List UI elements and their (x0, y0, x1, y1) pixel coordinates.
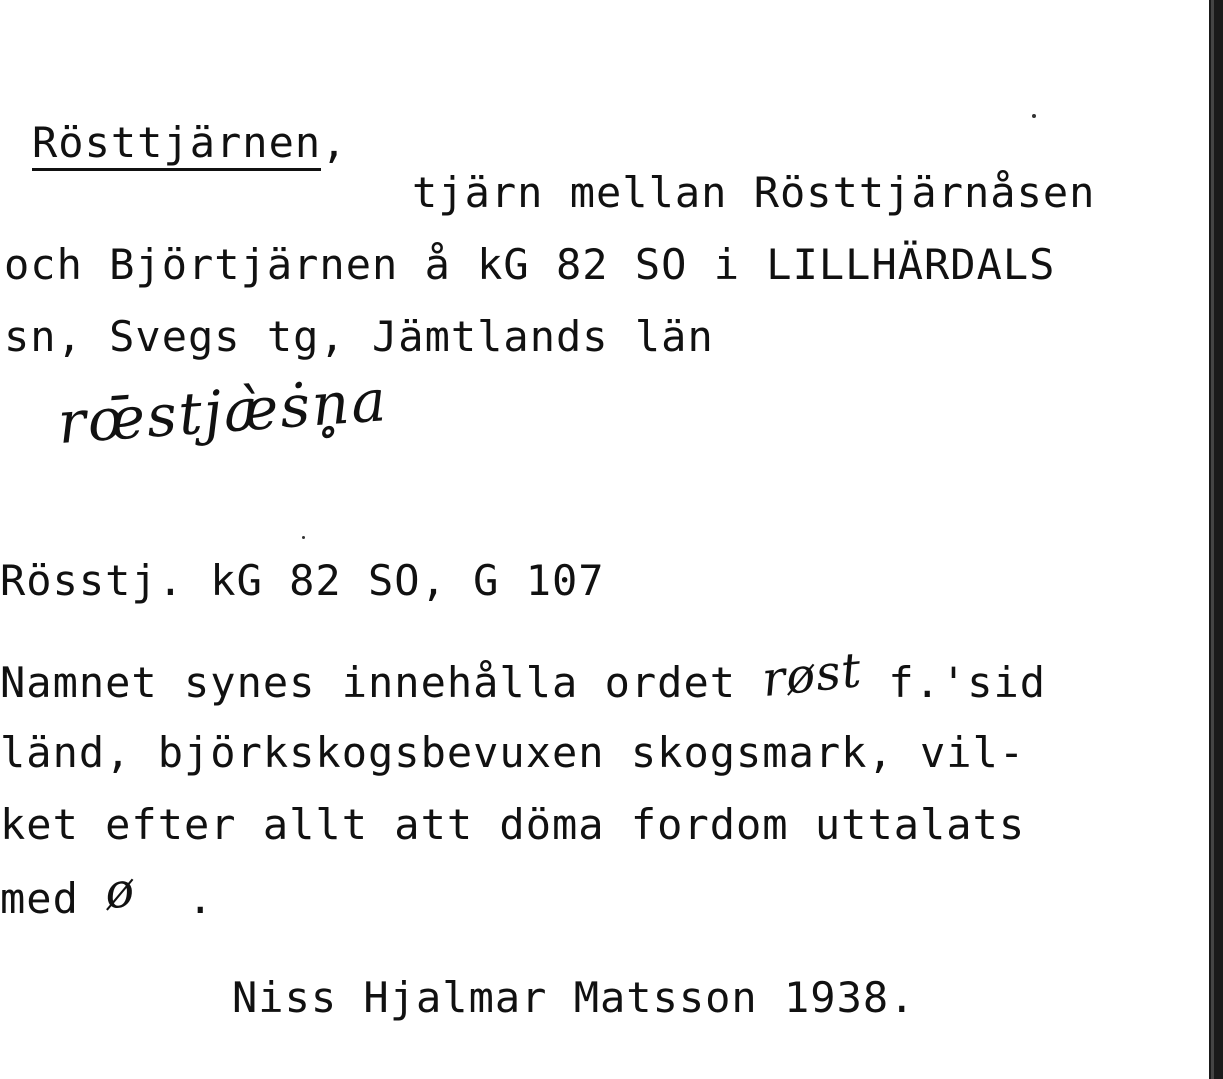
scan-speck (302, 536, 305, 539)
description-line-3: sn, Svegs tg, Jämtlands län (4, 312, 714, 361)
note-line-4 (0, 861, 214, 924)
note-line-4-tail: . (135, 874, 214, 923)
scan-speck (1032, 114, 1036, 118)
headword-comma: , (321, 118, 348, 167)
phonetic-transcription: rœ̄stjæ̀ṡn̥a (55, 366, 390, 457)
note-line-1-tail: f.'sid (862, 658, 1047, 707)
note-line-3: ket efter allt att döma fordom uttalats (0, 800, 1026, 849)
headword: Rösttjärnen (32, 118, 321, 171)
note-line-1-hand: røst (759, 641, 865, 709)
reference-line: Rösstj. kG 82 SO, G 107 (0, 556, 605, 605)
card-edge-shadow (1209, 0, 1223, 1079)
note-line-1-text: Namnet synes innehålla ordet (0, 658, 763, 707)
note-line-4-hand: ø (102, 861, 138, 921)
signature-line: Niss Hjalmar Matsson 1938. (232, 973, 916, 1022)
note-line-4-text: med (0, 874, 106, 923)
headword-line (32, 118, 347, 168)
description-line-1: tjärn mellan Rösttjärnåsen (412, 168, 1096, 217)
note-line-1 (0, 641, 1047, 709)
description-line-2: och Björtjärnen å kG 82 SO i LILLHÄRDALS (4, 240, 1056, 289)
note-line-2: länd, björkskogsbevuxen skogsmark, vil- (0, 728, 1026, 777)
